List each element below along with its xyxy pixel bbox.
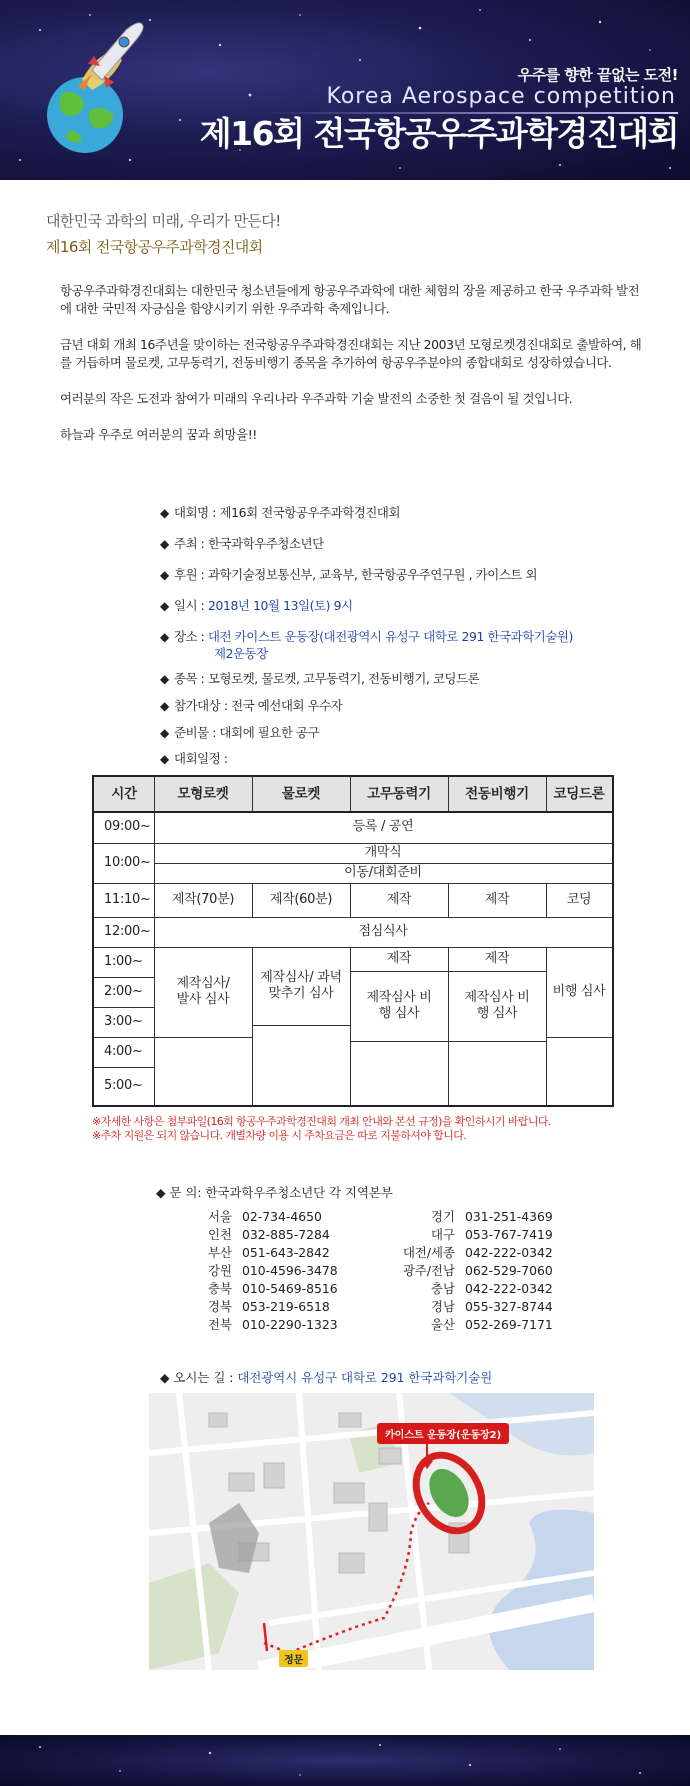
- table-col-rule: [252, 777, 253, 811]
- time-cell: 2:00~: [104, 984, 143, 999]
- header-korean-title: 제16회 전국항공우주과학경진대회: [199, 114, 678, 153]
- contact-row: 충북 010-5469-8516: [208, 1281, 338, 1296]
- contact-row: 광주/전남 062-529-7060: [402, 1263, 553, 1278]
- contact-row: 강원 010-4596-3478: [208, 1263, 338, 1278]
- info-supplies: ◆ 준비물 : 대회에 필요한 공구: [160, 725, 320, 740]
- judge-electric-cell: 제작심사 비행 심사: [464, 990, 530, 1021]
- judge-water-cell: 제작심사/ 과녁 맞추기 심사: [260, 970, 342, 1001]
- make-electric-cell-2: 제작: [484, 951, 510, 966]
- info-schedule-label: ◆ 대회일정 :: [160, 751, 228, 766]
- time-cell: 1:00~: [104, 954, 143, 969]
- table-rule: [94, 1037, 154, 1038]
- table-rule: [94, 843, 612, 844]
- table-rule: [546, 1037, 612, 1038]
- contact-row: 부산 051-643-2842: [208, 1245, 330, 1260]
- diamond-bullet-icon: ◆: [160, 630, 169, 644]
- footer-stars: [0, 1735, 690, 1786]
- table-header-model-rocket: 모형로켓: [154, 777, 252, 811]
- event-name-heading: 제16회 전국항공우주과학경진대회: [46, 238, 263, 256]
- table-col-rule: [448, 777, 449, 811]
- contact-row: 충남 042-222-0342: [431, 1281, 553, 1296]
- intro-text: [60, 282, 645, 462]
- info-host: ◆ 주최 : 한국과학우주청소년단: [160, 536, 324, 551]
- table-col-rule: [546, 883, 547, 917]
- diamond-bullet-icon: ◆: [160, 537, 169, 551]
- table-col-rule: [448, 883, 449, 917]
- contact-list-left: [190, 1208, 338, 1334]
- table-col-rule: [546, 777, 547, 811]
- table-rule: [154, 863, 612, 864]
- contact-row: 경남 055-327-8744: [431, 1299, 553, 1314]
- diamond-bullet-icon: ◆: [160, 699, 169, 713]
- make-rubber-cell-2: 제작: [386, 951, 412, 966]
- footer-banner: [0, 1735, 690, 1786]
- table-header-rubber-plane: 고무동력기: [350, 777, 448, 811]
- info-participants: ◆ 참가대상 : 전국 예선대회 우수자: [160, 698, 343, 713]
- table-col-rule: [350, 777, 351, 811]
- judge-rocket-cell: 제작심사/ 발사 심사: [176, 976, 230, 1007]
- opening-cell: 개막식: [364, 845, 402, 860]
- registration-cell: 등록 / 공연: [352, 819, 414, 834]
- intro-paragraph-1: 항공우주과학경진대회는 대한민국 청소년들에게 항공우주과학에 대한 체험의 장을 제공하고 한국 우주과학 발전에 대한 국민적 자긍심을 함양시키기 위한 우주과학 축제입니다.: [60, 283, 640, 316]
- time-cell: 10:00~: [104, 855, 151, 870]
- info-events: ◆ 종목 : 모형로켓, 물로켓, 고무동력기, 전동비행기, 코딩드론: [160, 671, 480, 686]
- contact-row: 서울 02-734-4650: [208, 1209, 322, 1224]
- header-english-title: Korea Aerospace competition: [326, 84, 676, 109]
- campus-map-drawing: [149, 1393, 594, 1670]
- time-cell: 5:00~: [104, 1078, 143, 1093]
- intro-paragraph-2: 금년 대회 개최 16주년을 맞이하는 전국항공우주과학경진대회는 지난 2003년 모형로켓경진대회로 출발하여, 해를 거듭하며 물로켓, 고무동력기, 전동비행기 종목을 추가하여 항공우주분야의 종합대회로 성장하였습니다.: [60, 337, 642, 370]
- diamond-bullet-icon: ◆: [160, 599, 169, 613]
- judge-rubber-cell: 제작심사 비행 심사: [366, 990, 432, 1021]
- directions-line: ◆ 오시는 길 : 대전광역시 유성구 대학로 291 한국과학기술원: [160, 1370, 493, 1385]
- coding-cell: 코딩: [566, 892, 592, 907]
- table-header-time: 시간: [94, 777, 154, 811]
- move-cell: 이동/대회준비: [344, 865, 422, 880]
- earth-rocket-illustration: [30, 10, 160, 160]
- info-sponsor: ◆ 후원 : 과학기술정보통신부, 교육부, 한국항공우주연구원 , 카이스트 외: [160, 567, 538, 582]
- table-col-rule: [154, 777, 155, 1105]
- time-cell: 3:00~: [104, 1014, 143, 1029]
- table-rule: [94, 1007, 154, 1008]
- contact-row: 울산 052-269-7171: [431, 1317, 553, 1332]
- contact-row: 대구 053-767-7419: [431, 1227, 553, 1242]
- info-place: ◆ 장소 : 대전 카이스트 운동장(대전광역시 유성구 대학로 291 한국과학기술원): [160, 629, 573, 644]
- info-date: ◆ 일시 : 2018년 10월 13일(토) 9시: [160, 598, 353, 613]
- contact-row: 대전/세종 042-222-0342: [402, 1245, 553, 1260]
- contact-row: 인천 032-885-7284: [208, 1227, 330, 1242]
- time-cell: 09:00~: [104, 819, 151, 834]
- map-gate-label: 정문: [279, 1650, 308, 1667]
- contact-row: 경북 053-219-6518: [208, 1299, 330, 1314]
- header-subtitle: 우주를 향한 끝없는 도전!: [517, 66, 678, 84]
- diamond-bullet-icon: ◆: [160, 752, 169, 766]
- table-rule: [252, 1025, 350, 1026]
- table-rule: [94, 947, 612, 948]
- table-col-rule: [350, 947, 351, 1105]
- table-col-rule: [448, 947, 449, 1105]
- make-rubber-cell: 제작: [386, 892, 412, 907]
- diamond-bullet-icon: ◆: [160, 568, 169, 582]
- map-marker-label: 카이스트 운동장(운동장2): [377, 1423, 509, 1444]
- diamond-bullet-icon: ◆: [160, 672, 169, 686]
- table-col-rule: [546, 947, 547, 1105]
- table-rule: [94, 883, 612, 884]
- slogan: 대한민국 과학의 미래, 우리가 만든다!: [46, 212, 281, 230]
- table-rule: [154, 1037, 252, 1038]
- table-rule: [94, 811, 612, 813]
- intro-paragraph-3: 여러분의 작은 도전과 참여가 미래의 우리나라 우주과학 기술 발전의 소중한 첫 걸음이 될 것입니다.: [60, 391, 573, 406]
- table-col-rule: [252, 883, 253, 917]
- notice-line-1: ※자세한 사항은 첨부파일(16회 항공우주과학경진대회 개최 안내와 본선 규정)을 확인하시기 바랍니다.: [92, 1115, 551, 1128]
- make-water-cell: 제작(60분): [269, 892, 333, 907]
- lunch-cell: 점심식사: [358, 924, 408, 939]
- table-rule: [94, 917, 612, 918]
- header-banner: [0, 0, 690, 180]
- table-header-electric-plane: 전동비행기: [448, 777, 546, 811]
- contact-title: ◆ 문 의: 한국과학우주청소년단 각 지역본부: [156, 1185, 393, 1200]
- make-electric-cell: 제작: [484, 892, 510, 907]
- directions-address: 대전광역시 유성구 대학로 291 한국과학기술원: [237, 1370, 493, 1385]
- time-cell: 4:00~: [104, 1044, 143, 1059]
- time-cell: 12:00~: [104, 924, 151, 939]
- notice-text: [92, 1115, 551, 1143]
- table-rule: [94, 1067, 154, 1068]
- judge-drone-cell: 비행 심사: [552, 984, 606, 999]
- diamond-bullet-icon: ◆: [160, 726, 169, 740]
- time-cell: 11:10~: [104, 892, 151, 907]
- notice-line-2: ※주차 지원은 되지 않습니다. 개별차량 이용 시 주차요금은 따로 지불하셔야 합니다.: [92, 1129, 467, 1142]
- table-header-water-rocket: 물로켓: [252, 777, 350, 811]
- intro-paragraph-4: 하늘과 우주로 여러분의 꿈과 희망을!!: [60, 427, 257, 442]
- schedule-table: [92, 775, 614, 1107]
- table-col-rule: [252, 947, 253, 1105]
- table-col-rule: [350, 883, 351, 917]
- campus-map[interactable]: [149, 1393, 594, 1670]
- contact-list-right: [385, 1208, 553, 1334]
- info-place-line2: 제2운동장: [214, 646, 268, 661]
- table-header-coding-drone: 코딩드론: [546, 777, 612, 811]
- table-rule: [94, 977, 154, 978]
- contact-row: 경기 031-251-4369: [431, 1209, 553, 1224]
- contact-row: 전북 010-2290-1323: [208, 1317, 338, 1332]
- make-rocket-cell: 제작(70분): [171, 892, 235, 907]
- diamond-bullet-icon: ◆: [160, 506, 169, 520]
- info-name: ◆ 대회명 : 제16회 전국항공우주과학경진대회: [160, 505, 401, 520]
